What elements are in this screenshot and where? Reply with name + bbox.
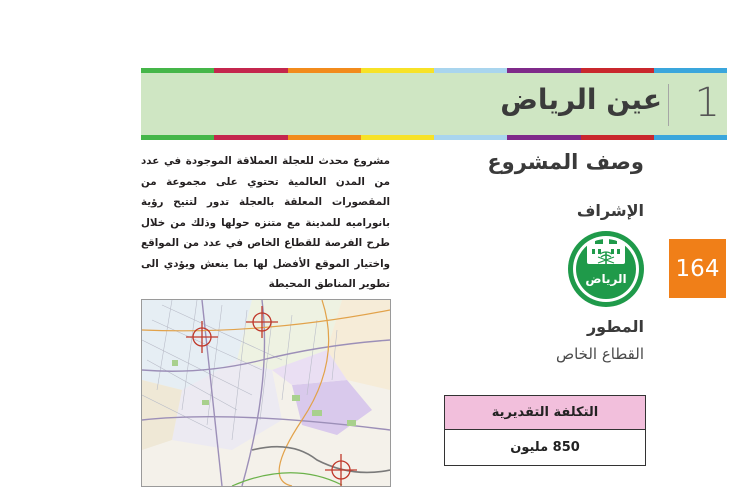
developer-label: المطور — [586, 317, 644, 336]
stripe-segment — [288, 135, 361, 140]
title-divider — [668, 84, 669, 126]
cost-table — [444, 395, 646, 466]
page-title: عين الرياض — [500, 83, 662, 116]
stripe-segment — [214, 135, 287, 140]
stripe-segment — [361, 135, 434, 140]
cost-header: التكلفة التقديرية — [445, 396, 645, 430]
page-number: 164 — [675, 255, 720, 282]
stripe-segment — [581, 135, 654, 140]
stripe-segment — [434, 135, 507, 140]
riyadh-municipality-logo-icon — [567, 230, 645, 308]
stripe-segment — [654, 135, 727, 140]
stripe-segment — [141, 135, 214, 140]
supervision-label: الإشراف — [576, 201, 644, 220]
cost-value: 850 مليون — [510, 440, 580, 455]
developer-value: القطاع الخاص — [555, 345, 644, 363]
description-text: مشروع محدث للعجلة العملاقة الموجودة في عدد من المدن العالمية تحتوي على مجموعة من المقصورات المعلقة بالعجلة تدور لتتيح رؤية بانوراميه للمدينة مع متنزه حولها وذلك من خلال طرح الفرصة للقطاع الخاص في عدد من المواقع واختيار الموقع الأفضل لها بما ينعش ويؤدي الى تطوير المناطق المحيطة — [141, 155, 390, 290]
logo-text: الرياض — [585, 272, 627, 286]
stripe-segment — [507, 135, 580, 140]
bottom-color-stripe — [141, 135, 727, 140]
section-heading: وصف المشروع — [487, 150, 644, 174]
project-description — [141, 151, 390, 295]
page-number-box — [669, 239, 726, 298]
project-number: 1 — [694, 80, 720, 126]
map-image — [141, 299, 391, 487]
